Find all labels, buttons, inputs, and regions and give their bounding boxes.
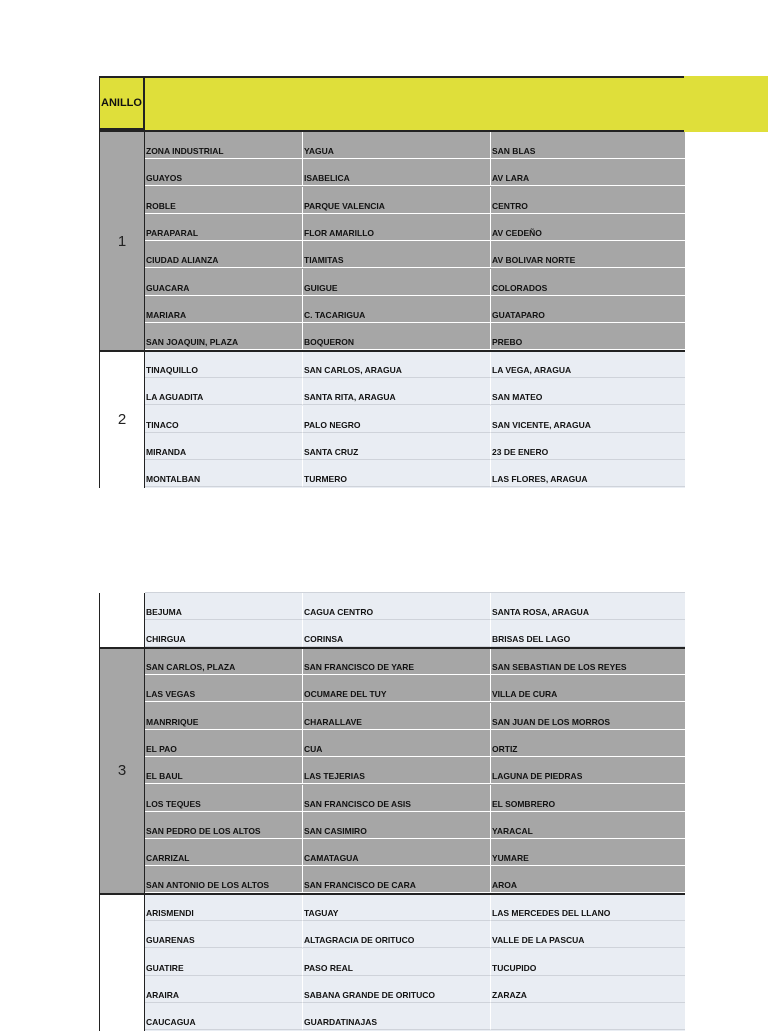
anillo-number bbox=[99, 894, 145, 1031]
table-cell: ARISMENDI bbox=[145, 894, 303, 921]
table-cell: TURMERO bbox=[303, 460, 491, 487]
group-separator bbox=[99, 350, 685, 352]
table-cell: LA VEGA, ARAGUA bbox=[491, 351, 685, 378]
table-cell: TIAMITAS bbox=[303, 241, 491, 268]
table-row bbox=[145, 351, 685, 378]
table-row bbox=[145, 839, 685, 866]
table-cell: SAN FRANCISCO DE CARA bbox=[303, 866, 491, 893]
table-cell: AV BOLIVAR NORTE bbox=[491, 241, 685, 268]
table-row bbox=[145, 757, 685, 784]
table-cell: ROBLE bbox=[145, 187, 303, 214]
table-cell: SANTA ROSA, ARAGUA bbox=[491, 593, 685, 620]
anillo-group bbox=[99, 593, 685, 648]
table-cell: CHIRGUA bbox=[145, 620, 303, 647]
table-cell: C. TACARIGUA bbox=[303, 296, 491, 323]
table-row bbox=[145, 593, 685, 620]
table-row bbox=[145, 894, 685, 921]
table-cell: PREBO bbox=[491, 323, 685, 350]
table-cell: CIUDAD ALIANZA bbox=[145, 241, 303, 268]
table-cell: ZARAZA bbox=[491, 976, 685, 1003]
table-row bbox=[145, 675, 685, 702]
anillo-group bbox=[99, 894, 685, 1031]
table-cell: YUMARE bbox=[491, 839, 685, 866]
table-row bbox=[145, 921, 685, 948]
table-cell: CENTRO bbox=[491, 187, 685, 214]
table-cell: LAGUNA DE PIEDRAS bbox=[491, 757, 685, 784]
table-cell: SAN FRANCISCO DE ASIS bbox=[303, 785, 491, 812]
table-row bbox=[145, 241, 685, 268]
anillo-group bbox=[99, 648, 685, 894]
table-row bbox=[145, 378, 685, 405]
table-cell: TAGUAY bbox=[303, 894, 491, 921]
table-cell: FLOR AMARILLO bbox=[303, 214, 491, 241]
table-cell: BOQUERON bbox=[303, 323, 491, 350]
table-cell: ORTIZ bbox=[491, 730, 685, 757]
anillo-header-label: ANILLO bbox=[99, 76, 145, 130]
table-cell: SAN CARLOS, ARAGUA bbox=[303, 351, 491, 378]
table-row bbox=[145, 812, 685, 839]
table-cell: VILLA DE CURA bbox=[491, 675, 685, 702]
table-cell: CORINSA bbox=[303, 620, 491, 647]
table-cell: SAN ANTONIO DE LOS ALTOS bbox=[145, 866, 303, 893]
table-cell: 23 DE ENERO bbox=[491, 433, 685, 460]
table-cell: GUAYOS bbox=[145, 159, 303, 186]
table-cell: SAN BLAS bbox=[491, 132, 685, 159]
table-cell: ALTAGRACIA DE ORITUCO bbox=[303, 921, 491, 948]
table-cell: LAS VEGAS bbox=[145, 675, 303, 702]
table-cell: MIRANDA bbox=[145, 433, 303, 460]
table-row bbox=[145, 976, 685, 1003]
table-cell: SAN FRANCISCO DE YARE bbox=[303, 648, 491, 675]
table-cell: SAN CARLOS, PLAZA bbox=[145, 648, 303, 675]
group-cells bbox=[145, 593, 685, 648]
table-cell: GUARDATINAJAS bbox=[303, 1003, 491, 1030]
group-separator bbox=[99, 893, 685, 895]
anillo-number: 3 bbox=[99, 648, 145, 894]
table-cell: LAS FLORES, ARAGUA bbox=[491, 460, 685, 487]
table-row bbox=[145, 132, 685, 159]
table-row bbox=[145, 620, 685, 647]
table-row bbox=[145, 730, 685, 757]
table-cell: PALO NEGRO bbox=[303, 406, 491, 433]
table-row bbox=[145, 1003, 685, 1030]
table-cell: SABANA GRANDE DE ORITUCO bbox=[303, 976, 491, 1003]
table-cell: PARQUE VALENCIA bbox=[303, 187, 491, 214]
group-cells bbox=[145, 894, 685, 1031]
table-cell: GUIGUE bbox=[303, 269, 491, 296]
table-cell: SAN CASIMIRO bbox=[303, 812, 491, 839]
table-cell: GUACARA bbox=[145, 269, 303, 296]
group-cells bbox=[145, 351, 685, 488]
table-cell: ARAIRA bbox=[145, 976, 303, 1003]
table-row bbox=[145, 866, 685, 893]
table-row bbox=[145, 703, 685, 730]
table-cell: EL SOMBRERO bbox=[491, 785, 685, 812]
table-cell: MANRRIQUE bbox=[145, 703, 303, 730]
table-row bbox=[145, 460, 685, 487]
table-cell: TUCUPIDO bbox=[491, 949, 685, 976]
table-cell: SAN JOAQUIN, PLAZA bbox=[145, 323, 303, 350]
table-cell: MONTALBAN bbox=[145, 460, 303, 487]
group-cells bbox=[145, 132, 685, 350]
table-cell: COLORADOS bbox=[491, 269, 685, 296]
table-cell: YAGUA bbox=[303, 132, 491, 159]
table-cell: EL BAUL bbox=[145, 757, 303, 784]
table-cell: SANTA CRUZ bbox=[303, 433, 491, 460]
anillo-number: 2 bbox=[99, 351, 145, 488]
group-cells bbox=[145, 648, 685, 894]
table-cell: SAN VICENTE, ARAGUA bbox=[491, 406, 685, 433]
table-cell: EL PAO bbox=[145, 730, 303, 757]
table-cell: CAMATAGUA bbox=[303, 839, 491, 866]
table-cell: OCUMARE DEL TUY bbox=[303, 675, 491, 702]
table-row bbox=[145, 296, 685, 323]
table-cell: CAUCAGUA bbox=[145, 1003, 303, 1030]
table-cell: GUATIRE bbox=[145, 949, 303, 976]
table-row bbox=[145, 406, 685, 433]
table-cell: ZONA INDUSTRIAL bbox=[145, 132, 303, 159]
anillo-group bbox=[99, 351, 685, 488]
section-top-border bbox=[145, 592, 685, 593]
table-cell: TINAQUILLO bbox=[145, 351, 303, 378]
table-cell: AV LARA bbox=[491, 159, 685, 186]
table-cell: PARAPARAL bbox=[145, 214, 303, 241]
table-cell: ISABELICA bbox=[303, 159, 491, 186]
table-row bbox=[145, 648, 685, 675]
table-cell: GUATAPARO bbox=[491, 296, 685, 323]
table-row bbox=[145, 785, 685, 812]
table-cell: CAGUA CENTRO bbox=[303, 593, 491, 620]
table-cell: PASO REAL bbox=[303, 949, 491, 976]
table-cell: CHARALLAVE bbox=[303, 703, 491, 730]
table-cell bbox=[491, 1003, 685, 1030]
table-cell: TINACO bbox=[145, 406, 303, 433]
table-row bbox=[145, 949, 685, 976]
table-row bbox=[145, 159, 685, 186]
table-cell: MARIARA bbox=[145, 296, 303, 323]
table-cell: CARRIZAL bbox=[145, 839, 303, 866]
table-cell: VALLE DE LA PASCUA bbox=[491, 921, 685, 948]
table-cell: LA AGUADITA bbox=[145, 378, 303, 405]
table-cell: SAN MATEO bbox=[491, 378, 685, 405]
group-separator bbox=[99, 647, 685, 649]
table-cell: YARACAL bbox=[491, 812, 685, 839]
table-cell: SAN SEBASTIAN DE LOS REYES bbox=[491, 648, 685, 675]
table-header bbox=[99, 76, 768, 132]
table-cell: BRISAS DEL LAGO bbox=[491, 620, 685, 647]
table-cell: LAS MERCEDES DEL LLANO bbox=[491, 894, 685, 921]
table-cell: SANTA RITA, ARAGUA bbox=[303, 378, 491, 405]
anillo-number bbox=[99, 593, 145, 648]
table-cell: GUARENAS bbox=[145, 921, 303, 948]
table-cell: LAS TEJERIAS bbox=[303, 757, 491, 784]
table-row bbox=[145, 323, 685, 350]
anillo-number: 1 bbox=[99, 132, 145, 350]
anillo-group bbox=[99, 132, 685, 350]
table-row bbox=[145, 433, 685, 460]
header-top-border bbox=[99, 76, 684, 78]
table-cell: AV CEDEÑO bbox=[491, 214, 685, 241]
table-cell: BEJUMA bbox=[145, 593, 303, 620]
table-row bbox=[145, 187, 685, 214]
table-cell: AROA bbox=[491, 866, 685, 893]
table-cell: LOS TEQUES bbox=[145, 785, 303, 812]
table-cell: CUA bbox=[303, 730, 491, 757]
table-cell: SAN PEDRO DE LOS ALTOS bbox=[145, 812, 303, 839]
table-row bbox=[145, 269, 685, 296]
table-row bbox=[145, 214, 685, 241]
table-cell: SAN JUAN DE LOS MORROS bbox=[491, 703, 685, 730]
